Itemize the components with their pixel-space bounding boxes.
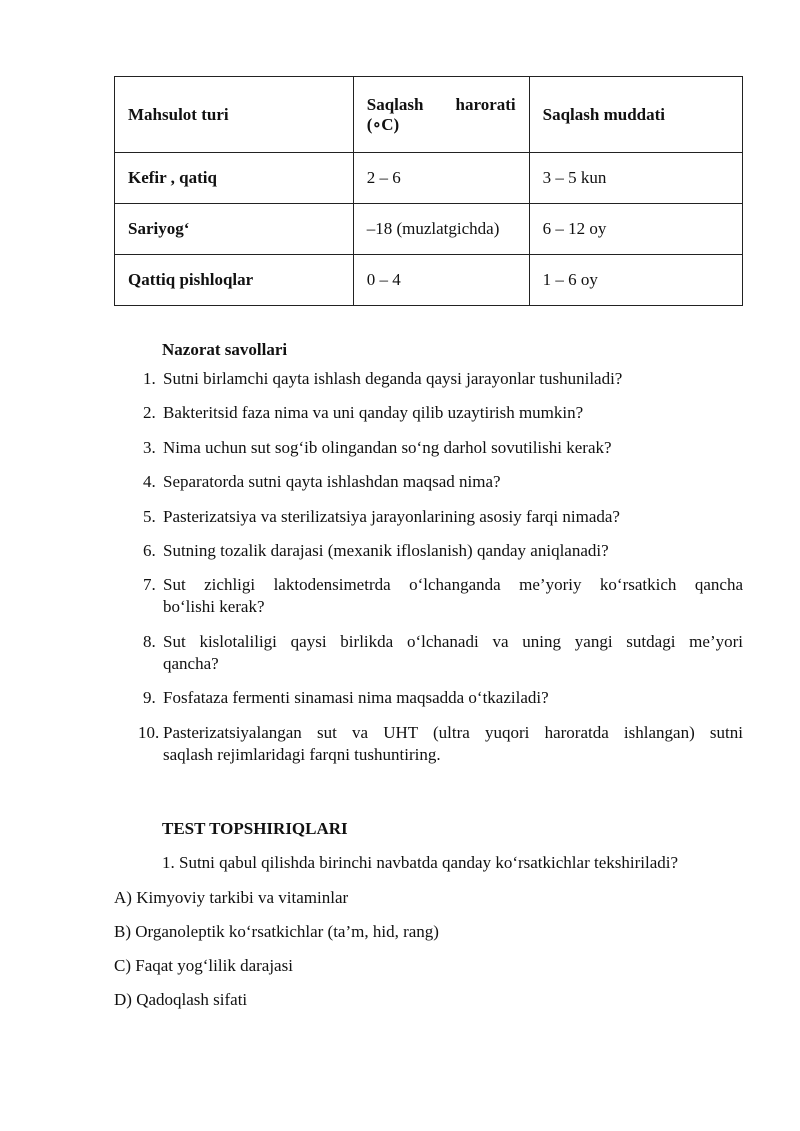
list-item (114, 402, 743, 424)
list-item (114, 506, 743, 528)
question-number: 4. (143, 472, 156, 492)
question-text-line1: Sut zichligi laktodensimetrda o‘lchanganda me’yoriy ko‘rsatkich qancha (163, 575, 743, 595)
header-storage-temp-line1: Saqlash harorati (366, 94, 516, 114)
question-number: 3. (143, 437, 156, 457)
list-item (114, 471, 743, 493)
table-row (115, 255, 743, 306)
header-storage-temp (353, 77, 529, 153)
question-text: Sutning tozalik darajasi (mexanik ifloslanish) qanday aniqlanadi? (163, 540, 609, 560)
table-cell-temp: –18 (muzlatgichda) (353, 204, 529, 255)
question-text (163, 574, 743, 618)
answer-option: D) Qadoqlash sifati (114, 990, 248, 1009)
list-item (114, 540, 743, 562)
question-number: 6. (143, 540, 156, 560)
table-row (115, 153, 743, 204)
table-cell-duration: 1 – 6 oy (529, 255, 742, 306)
question-number: 9. (143, 688, 156, 708)
list-item (114, 437, 743, 459)
test-question: 1. Sutni qabul qilishda birinchi navbatda qanday ko‘rsatkichlar tekshiriladi? (162, 853, 679, 872)
question-text-line1: Sut kislotaliligi qaysi birlikda o‘lchanadi va uning yangi sutdagi me’yori (163, 631, 743, 651)
table-cell-product: Kefir , qatiq (115, 153, 354, 204)
table-cell-temp: 0 – 4 (353, 255, 529, 306)
questions-heading: Nazorat savollari (162, 340, 288, 359)
answer-option: A) Kimyoviy tarkibi va vitaminlar (114, 888, 349, 907)
answer-option: C) Faqat yog‘lilik darajasi (114, 956, 293, 975)
list-item (114, 368, 743, 390)
question-number: 5. (143, 506, 156, 526)
table-header-row (115, 77, 743, 153)
question-text-line2: bo‘lishi kerak? (163, 597, 265, 617)
list-item (114, 574, 743, 618)
list-item (114, 722, 743, 766)
questions-list (114, 368, 743, 778)
header-product-type: Mahsulot turi (115, 77, 354, 153)
question-text-line2: qancha? (163, 653, 219, 673)
storage-table (114, 76, 743, 306)
question-number: 10. (138, 722, 160, 742)
table-cell-duration: 3 – 5 kun (529, 153, 742, 204)
question-text: Nima uchun sut sog‘ib olingandan so‘ng darhol sovutilishi kerak? (163, 437, 612, 457)
answer-option: B) Organoleptik ko‘rsatkichlar (ta’m, hid, rang) (114, 922, 439, 941)
table-cell-product: Qattiq pishloqlar (115, 255, 354, 306)
question-number: 8. (143, 631, 156, 651)
question-text: Sutni birlamchi qayta ishlash deganda qaysi jarayonlar tushuniladi? (163, 369, 623, 388)
table-cell-product: Sariyog‘ (115, 204, 354, 255)
question-number: 1. (143, 369, 156, 388)
table-cell-duration: 6 – 12 oy (529, 204, 742, 255)
question-text-line1: Pasterizatsiyalangan sut va UHT (ultra yuqori haroratda ishlangan) sutni (163, 722, 743, 742)
table-row (115, 204, 743, 255)
list-item (114, 631, 743, 675)
question-text: Bakteritsid faza nima va uni qanday qilib uzaytirish mumkin? (163, 403, 584, 423)
question-text: Separatorda sutni qayta ishlashdan maqsad nima? (163, 472, 501, 492)
question-text-line2: saqlash rejimlaridagi farqni tushuntiring. (163, 744, 441, 764)
test-heading: TEST TOPSHIRIQLARI (162, 819, 348, 838)
table-cell-temp: 2 – 6 (353, 153, 529, 204)
question-text (163, 631, 743, 675)
question-text: Fosfataza fermenti sinamasi nima maqsadda o‘tkaziladi? (163, 688, 549, 708)
answer-options (114, 887, 439, 1023)
question-text (163, 722, 743, 766)
question-text: Pasterizatsiya va sterilizatsiya jarayonlarining asosiy farqi nimada? (163, 506, 620, 526)
question-number: 7. (143, 575, 156, 595)
question-number: 2. (143, 403, 156, 423)
header-storage-temp-line2: (∘C) (366, 114, 400, 134)
list-item (114, 687, 743, 709)
header-storage-duration: Saqlash muddati (529, 77, 742, 153)
